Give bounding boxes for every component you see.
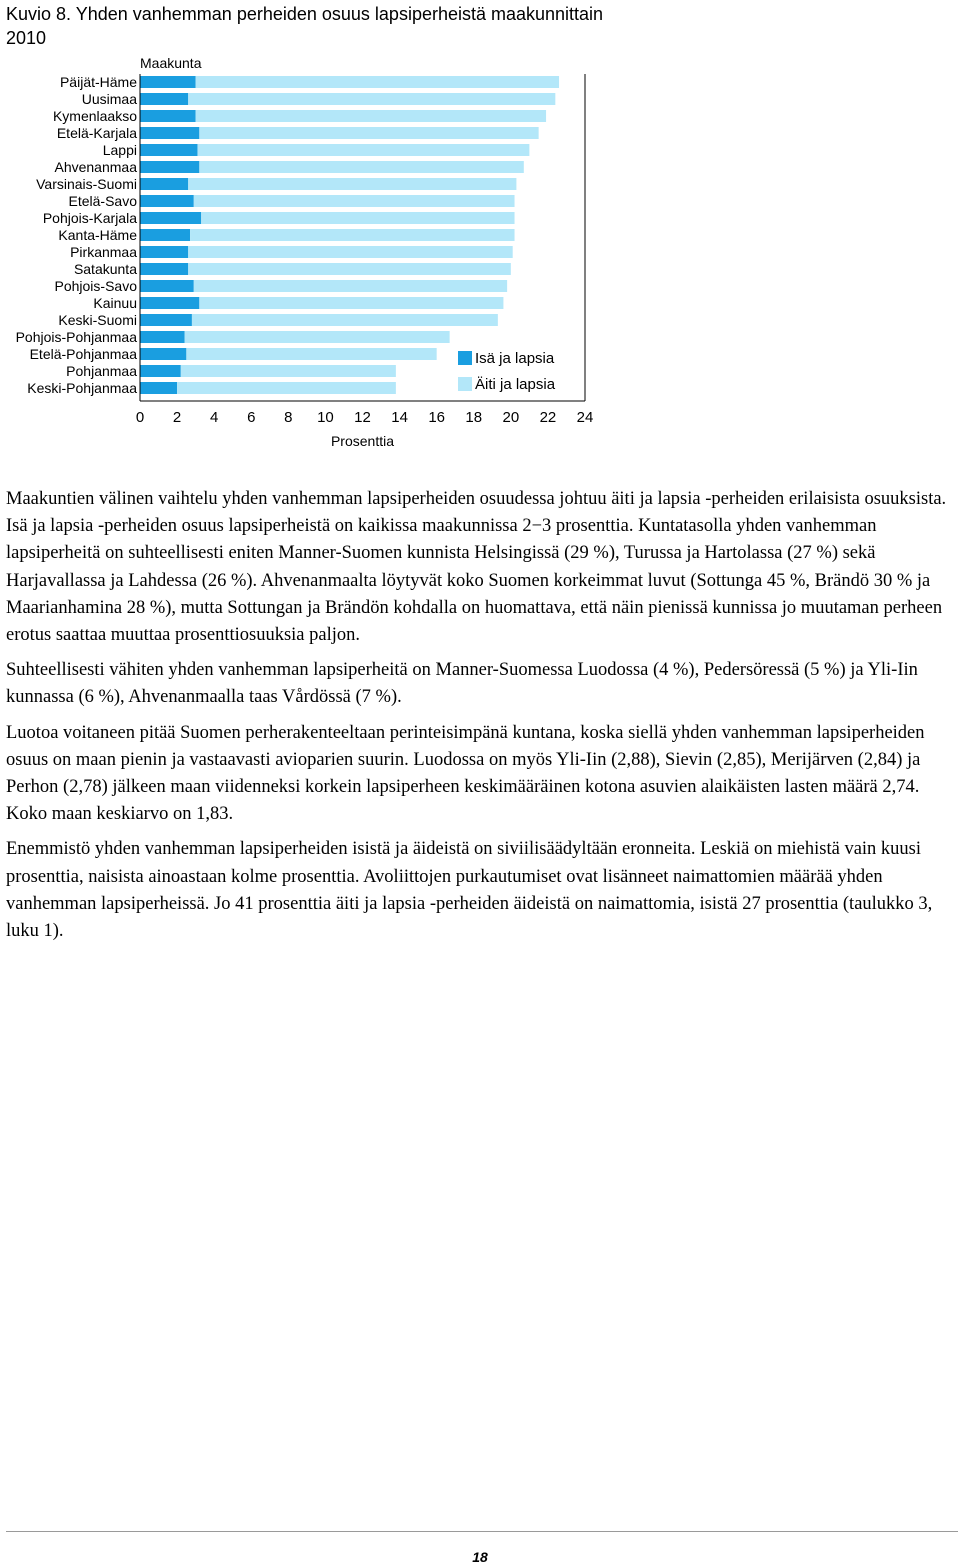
category-axis-title: Maakunta xyxy=(140,55,202,71)
bar-aiti xyxy=(196,76,559,88)
category-label: Kymenlaakso xyxy=(52,108,137,124)
category-label: Pohjanmaa xyxy=(66,363,137,379)
bar-isa xyxy=(140,263,188,275)
bar-isa xyxy=(140,348,186,360)
bar-aiti xyxy=(192,314,498,326)
page-title: Kuvio 8. Yhden vanhemman perheiden osuus lapsiperheistä maakunnittain 2010 xyxy=(6,4,604,48)
bar-aiti xyxy=(181,365,396,377)
bar-isa xyxy=(140,331,185,343)
bar-isa xyxy=(140,246,188,258)
legend xyxy=(458,350,556,393)
x-tick-label: 16 xyxy=(428,409,446,426)
category-label: Kainuu xyxy=(93,295,137,311)
page-number: 18 xyxy=(472,1549,488,1565)
bar-isa xyxy=(140,161,199,173)
bar-isa xyxy=(140,297,199,309)
x-tick-label: 24 xyxy=(576,409,594,426)
bar-aiti xyxy=(190,229,514,241)
x-tick-label: 2 xyxy=(172,409,182,426)
bar-isa xyxy=(140,195,194,207)
x-tick-label: 4 xyxy=(209,409,219,426)
bar-aiti xyxy=(199,297,503,309)
legend-label-isa: Isä ja lapsia xyxy=(475,350,555,367)
category-label: Päijät-Häme xyxy=(59,74,137,90)
bar-aiti xyxy=(199,161,523,173)
bar-aiti xyxy=(188,93,555,105)
category-label: Keski-Suomi xyxy=(58,312,137,328)
x-tick-label: 18 xyxy=(465,409,483,426)
bar-chart xyxy=(0,52,620,452)
bar-aiti xyxy=(188,246,512,258)
bar-isa xyxy=(140,280,194,292)
x-tick-label: 14 xyxy=(391,409,408,426)
category-label: Etelä-Pohjanmaa xyxy=(29,346,137,362)
bar-aiti xyxy=(177,382,396,394)
bar-isa xyxy=(140,382,177,394)
category-label: Varsinais-Suomi xyxy=(36,176,137,192)
bar-aiti xyxy=(201,212,514,224)
body-text xyxy=(6,486,958,953)
bar-aiti xyxy=(197,144,529,156)
category-label: Kanta-Häme xyxy=(58,227,137,243)
bar-aiti xyxy=(185,331,450,343)
x-tick-label: 0 xyxy=(135,409,145,426)
bar-isa xyxy=(140,144,197,156)
legend-swatch-aiti xyxy=(458,377,472,391)
paragraph: Suhteellisesti vähiten yhden vanhemman lapsiperheitä on Manner-Suomessa Luodossa (4 %), Pedersöressä (5 %) ja Yli-Iin kunnassa (6 %), Ahvenanmaalla taas Vårdössä (7 %). xyxy=(6,660,918,708)
bar-isa xyxy=(140,76,196,88)
x-tick-label: 12 xyxy=(354,409,371,426)
bar-aiti xyxy=(186,348,436,360)
category-label: Lappi xyxy=(102,142,137,158)
category-label: Keski-Pohjanmaa xyxy=(27,380,137,396)
legend-label-aiti: Äiti ja lapsia xyxy=(475,376,556,393)
paragraph: Maakuntien välinen vaihtelu yhden vanhemman lapsiperheiden osuudessa johtuu äiti ja lapsia -perheiden erilaisista osuuksista. Isä ja lapsia -perheiden osuus lapsiperheistä on kaikissa maakunnissa 2−3 prosenttia. Kuntatasolla yhden vanhemman lapsiperheitä on suhteellisesti eniten Manner-Suomen kunnista Helsingissä (29 %), Turussa ja Hartolassa (27 %) sekä Harjavallassa ja Lahdessa (26 %). Ahvenanmaalta löytyvät koko Suomen korkeimmat luvut (Sottunga 45 %, Brändö 30 % ja Maarianhamina 28 %), mutta Sottungan ja Brändön kohdalla on huomattava, että näin pienissä kunnissa jo muutaman perheen erotus saattaa muuttaa prosenttiosuuksia paljon. xyxy=(6,489,947,646)
bar-aiti xyxy=(188,178,516,190)
bar-aiti xyxy=(194,195,515,207)
category-label: Etelä-Savo xyxy=(68,193,137,209)
paragraph: Enemmistö yhden vanhemman lapsiperheiden isistä ja äideistä on siviilisäädyltään eronneita. Leskiä on miehistä vain kuusi prosenttia, naisista ainoastaan kolme prosenttia. Avoliittojen purkautumiset ovat lisänneet naimattomien määrää yhden vanhemman lapsiperheissä. Jo 41 prosenttia äiti ja lapsia -perheiden äideistä on naimattomia, isistä 27 prosenttia (taulukko 3, luku 1). xyxy=(6,839,933,942)
bar-isa xyxy=(140,127,199,139)
x-tick-label: 8 xyxy=(284,409,293,426)
bar-isa xyxy=(140,229,190,241)
footer-divider xyxy=(6,1531,958,1532)
legend-swatch-isa xyxy=(458,351,472,365)
category-label: Ahvenanmaa xyxy=(54,159,137,175)
bar-isa xyxy=(140,314,192,326)
x-tick-label: 22 xyxy=(539,409,557,426)
x-tick-label: 10 xyxy=(317,409,334,426)
bar-isa xyxy=(140,365,181,377)
category-label: Etelä-Karjala xyxy=(56,125,137,141)
bar-isa xyxy=(140,110,196,122)
category-label: Pohjois-Savo xyxy=(54,278,137,294)
bar-aiti xyxy=(188,263,511,275)
category-label: Satakunta xyxy=(73,261,137,277)
category-label: Pirkanmaa xyxy=(70,244,137,260)
bar-isa xyxy=(140,178,188,190)
bar-isa xyxy=(140,93,188,105)
category-label: Pohjois-Pohjanmaa xyxy=(15,329,137,345)
bar-aiti xyxy=(196,110,546,122)
paragraph: Luotoa voitaneen pitää Suomen perherakenteeltaan perinteisimpänä kuntana, koska siellä yhden vanhemman lapsiperheiden osuus on maan pienin ja vastaavasti avioparien suurin. Luodossa on myös Yli-Iin (2,88), Sievin (2,85), Merijärven (2,84) ja Perhon (2,78) jälkeen maan viidenneksi korkein lapsiperheen keskimääräinen kotona asuvien alaikäisten lasten määrä 2,74. Koko maan keskiarvo on 1,83. xyxy=(6,722,925,825)
category-label: Uusimaa xyxy=(81,91,137,107)
bar-isa xyxy=(140,212,201,224)
category-label: Pohjois-Karjala xyxy=(42,210,137,226)
bar-aiti xyxy=(194,280,507,292)
bar-aiti xyxy=(199,127,538,139)
x-tick-label: 6 xyxy=(247,409,256,426)
x-tick-label: 20 xyxy=(502,409,520,426)
x-axis-title: Prosenttia xyxy=(330,433,395,449)
